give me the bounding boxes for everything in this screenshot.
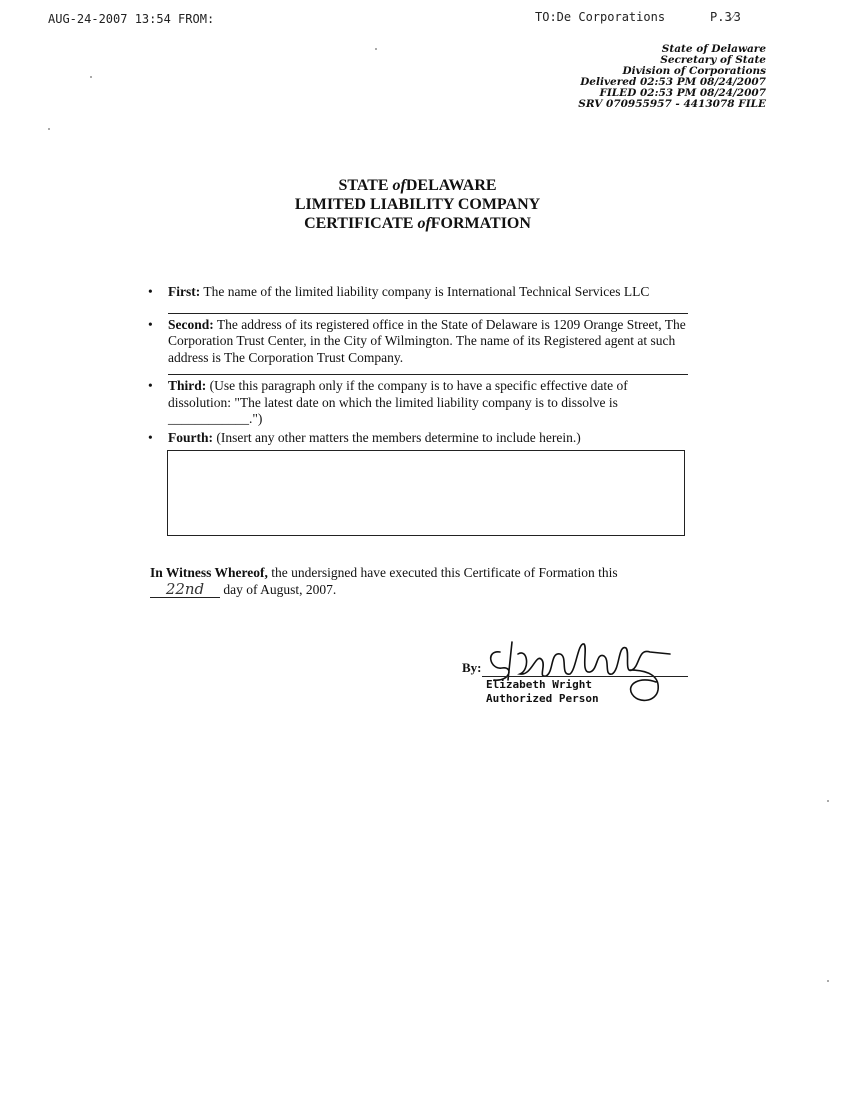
scan-speck [90,76,92,78]
stamp-line: SRV 070955957 - 4413078 FILE [578,98,766,110]
bullet: • [148,429,153,445]
clause-label: Second: [168,316,214,332]
clause-label: Third: [168,378,207,393]
scan-speck [48,128,50,130]
clause-label: First: [168,284,201,299]
fax-header [0,10,850,30]
handwritten-day: 22nd [150,581,220,598]
divider [168,374,688,375]
witness-clause [150,565,710,598]
by-label: By: [462,660,482,675]
signer-title: Authorized Person [486,692,599,705]
clause-text: The address of its registered office in the State of Delaware is 1209 Orange Street, The Corporation Trust Center, in the City of Wilmington. The name of its Registered agent at such address is The Corporation Trust Company. [168,316,686,365]
signature-line [482,676,688,677]
title-line-certificate [0,214,835,233]
other-matters-box [167,450,685,536]
title-line-state [0,176,835,195]
scan-speck [827,800,829,802]
clause-text: The name of the limited liability company is International Technical Services LLC [200,284,650,299]
stamp-line: Secretary of State [660,54,766,66]
witness-date-text: day of August, 2007. [220,582,337,597]
stamp-line: Delivered 02:53 PM 08/24/2007 [580,76,766,88]
bullet: • [148,284,153,299]
scan-speck [827,980,829,982]
clause-text: (Use this paragraph only if the company is to have a specific effective date of dissolution: "The latest date on which the limited liability company is to dissolve is [168,378,628,410]
signer-details [486,678,599,706]
clauses [148,284,688,536]
fax-sender-timestamp: AUG-24-2007 13:54 FROM: [48,12,215,26]
title-line-llc: LIMITED LIABILITY COMPANY [294,196,541,213]
scan-speck [375,48,377,50]
clause-third [148,378,688,428]
title-text: FORMATION [430,215,531,232]
clause-first [148,284,688,301]
fax-page-number: P.3⁄3 [710,10,741,24]
title-text: CERTIFICATE [304,215,418,232]
stamp-line: Division of Corporations [622,65,766,77]
title-text: DELAWARE [405,177,497,194]
document-title [0,176,835,233]
witness-label: In Witness Whereof, [150,565,268,580]
title-of: of [392,177,406,194]
bullet: • [148,378,153,393]
title-of: of [417,215,431,232]
fax-recipient: TO:De Corporations [535,10,666,24]
bullet: • [148,316,153,332]
witness-text: the undersigned have executed this Certificate of Formation this [267,565,618,580]
clause-fourth [148,430,688,447]
clause-second [148,317,688,367]
stamp-line: State of Delaware [661,43,766,55]
clause-label: Fourth: [168,429,213,445]
signature-block [462,630,722,710]
signer-name: Elizabeth Wright [486,678,592,691]
divider [168,313,688,314]
title-text: STATE [338,177,393,194]
filing-stamp [578,44,766,110]
dissolution-date-blank: ____________.") [168,411,263,426]
stamp-line: FILED 02:53 PM 08/24/2007 [599,87,766,99]
clause-text: (Insert any other matters the members determine to include herein.) [213,429,581,445]
